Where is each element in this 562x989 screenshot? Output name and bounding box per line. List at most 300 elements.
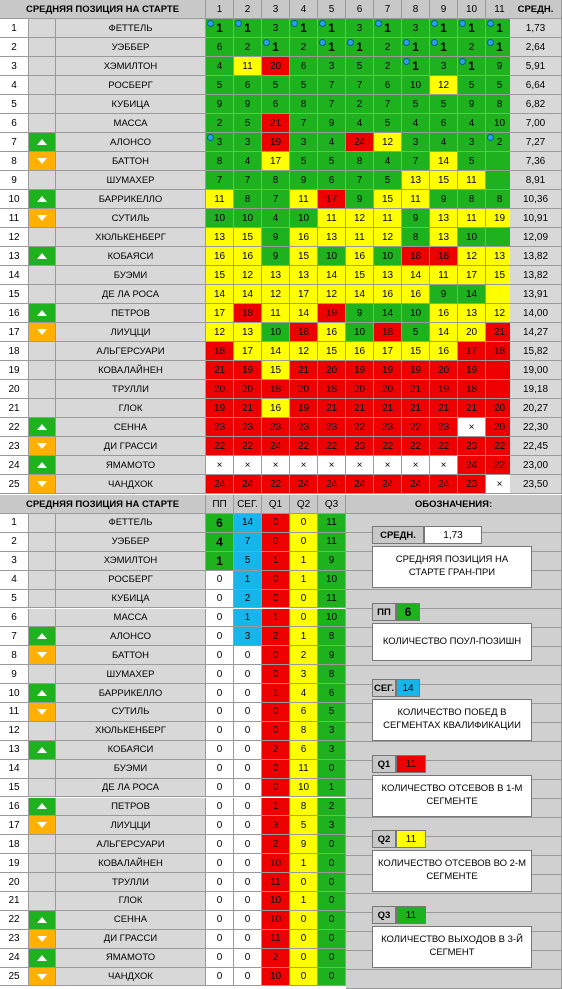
grid-cell: 20 [374, 380, 402, 399]
grid-cell: 15 [290, 247, 318, 266]
grid-cell: 5 [486, 76, 514, 95]
q3-reached: 11 [318, 590, 346, 609]
grid-cell: 22 [290, 437, 318, 456]
pole-marker-icon [403, 58, 410, 65]
legend-q2-value: 11 [396, 830, 426, 848]
row-position: 25 [0, 968, 29, 987]
avg-value: 20,27 [510, 399, 562, 418]
grid-cell: 1 [458, 57, 486, 76]
row-position: 8 [0, 152, 29, 171]
stat-header-q3: Q3 [318, 495, 346, 514]
driver-name: СЕННА [56, 911, 206, 930]
grid-cell: 11 [318, 209, 346, 228]
grid-cell: 1 [374, 19, 402, 38]
q1-exits: 0 [262, 571, 290, 590]
trend-cell [29, 304, 56, 323]
grid-cell: 13 [290, 266, 318, 285]
grid-cell: 18 [206, 342, 234, 361]
q2-exits: 6 [290, 703, 318, 722]
grid-cell: × [290, 456, 318, 475]
grid-cell: 1 [430, 19, 458, 38]
trend-cell [29, 228, 56, 247]
avg-value: 7,27 [510, 133, 562, 152]
driver-name: ХЭМИЛТОН [56, 57, 206, 76]
grid-cell: 21 [234, 399, 262, 418]
grid-cell: 17 [206, 304, 234, 323]
row-position: 7 [0, 627, 29, 646]
grid-cell: 14 [458, 285, 486, 304]
segment-wins: 0 [234, 779, 262, 798]
grid-cell: × [346, 456, 374, 475]
grid-cell: 20 [430, 361, 458, 380]
grid-cell: 5 [430, 95, 458, 114]
grid-cell: 2 [458, 38, 486, 57]
grid-cell: 4 [402, 114, 430, 133]
avg-value: 2,64 [510, 38, 562, 57]
grid-cell: 13 [458, 304, 486, 323]
driver-name: КОВАЛАЙНЕН [56, 361, 206, 380]
legend-q3-value: 11 [396, 906, 426, 924]
row-position: 1 [0, 19, 29, 38]
grid-cell: 14 [346, 285, 374, 304]
pole-count: 0 [206, 779, 234, 798]
driver-name: АЛОНСО [56, 133, 206, 152]
legend-avg-desc: СРЕДНЯЯ ПОЗИЦИЯ НА СТАРТЕ ГРАН-ПРИ [372, 546, 532, 588]
driver-name: КУБИЦА [56, 95, 206, 114]
driver-name: ДЕ ЛА РОСА [56, 285, 206, 304]
row-position: 20 [0, 873, 29, 892]
segment-wins: 0 [234, 835, 262, 854]
trend-cell [29, 266, 56, 285]
round-header-9: 9 [430, 0, 458, 19]
trend-cell [29, 835, 56, 854]
grid-cell: 23 [458, 475, 486, 494]
grid-cell: 7 [402, 152, 430, 171]
pole-marker-icon [431, 20, 438, 27]
legend-q3-desc: КОЛИЧЕСТВО ВЫХОДОВ В 3-Й СЕГМЕНТ [372, 926, 532, 968]
grid-cell: 11 [346, 228, 374, 247]
q3-reached: 0 [318, 835, 346, 854]
arrow-up-icon [37, 803, 47, 809]
grid-cell: 3 [402, 19, 430, 38]
q1-exits: 10 [262, 911, 290, 930]
driver-name: ГЛОК [56, 892, 206, 911]
grid-cell: 22 [206, 437, 234, 456]
grid-cell: 21 [486, 323, 514, 342]
grid-cell: 23 [458, 437, 486, 456]
grid-cell: 4 [346, 114, 374, 133]
legend-seg-label: СЕГ. [372, 679, 396, 697]
grid-cell: 4 [318, 133, 346, 152]
grid-cell: 11 [262, 304, 290, 323]
q2-exits: 1 [290, 627, 318, 646]
grid-cell: × [206, 456, 234, 475]
grid-cell: 24 [346, 475, 374, 494]
q2-exits: 0 [290, 609, 318, 628]
grid-cell: 10 [402, 304, 430, 323]
grid-cell: 1 [206, 19, 234, 38]
pole-marker-icon [375, 20, 382, 27]
grid-cell: 21 [206, 361, 234, 380]
segment-wins: 3 [234, 627, 262, 646]
grid-cell: 1 [318, 38, 346, 57]
q3-reached: 0 [318, 949, 346, 968]
q2-exits: 5 [290, 816, 318, 835]
grid-cell: 14 [430, 323, 458, 342]
grid-cell: 12 [458, 247, 486, 266]
grid-cell: 10 [262, 323, 290, 342]
avg-value: 1,73 [510, 19, 562, 38]
driver-name: АЛЬГЕРСУАРИ [56, 835, 206, 854]
avg-value: 14,00 [510, 304, 562, 323]
grid-cell: 2 [206, 114, 234, 133]
row-position: 9 [0, 665, 29, 684]
pole-count: 0 [206, 665, 234, 684]
grid-cell: 2 [486, 133, 514, 152]
trend-cell [29, 114, 56, 133]
avg-value: 13,82 [510, 247, 562, 266]
driver-name: ПЕТРОВ [56, 304, 206, 323]
q3-reached: 0 [318, 873, 346, 892]
driver-name: ХЮЛЬКЕНБЕРГ [56, 722, 206, 741]
pole-count: 0 [206, 854, 234, 873]
grid-cell: 6 [234, 76, 262, 95]
grid-cell: × [262, 456, 290, 475]
grid-cell: 10 [402, 76, 430, 95]
q3-reached: 2 [318, 798, 346, 817]
q2-exits: 1 [290, 892, 318, 911]
grid-cell: 22 [234, 437, 262, 456]
grid-cell: 9 [486, 57, 514, 76]
arrow-down-icon [37, 974, 47, 980]
grid-cell: 15 [206, 266, 234, 285]
pole-count: 0 [206, 892, 234, 911]
grid-cell: 23 [290, 418, 318, 437]
avg-value: 22,45 [510, 437, 562, 456]
segment-wins: 0 [234, 949, 262, 968]
arrow-up-icon [37, 424, 47, 430]
driver-name: ДЕ ЛА РОСА [56, 779, 206, 798]
grid-cell: 12 [234, 266, 262, 285]
legend-pp-label: ПП [372, 603, 396, 621]
grid-cell: 18 [458, 380, 486, 399]
segment-wins: 0 [234, 911, 262, 930]
driver-name: РОСБЕРГ [56, 76, 206, 95]
pole-count: 0 [206, 798, 234, 817]
trend-cell [29, 798, 56, 817]
row-position: 1 [0, 514, 29, 533]
grid-cell: 17 [262, 152, 290, 171]
grid-cell: 15 [346, 266, 374, 285]
segment-wins: 0 [234, 703, 262, 722]
trend-cell [29, 703, 56, 722]
grid-cell: 19 [234, 361, 262, 380]
trend-cell [29, 437, 56, 456]
pole-marker-icon [319, 20, 326, 27]
q1-exits: 0 [262, 665, 290, 684]
q1-exits: 2 [262, 741, 290, 760]
grid-cell: 6 [206, 38, 234, 57]
driver-name: УЭББЕР [56, 38, 206, 57]
grid-cell: 22 [262, 475, 290, 494]
grid-cell: 21 [430, 399, 458, 418]
round-header-1: 1 [206, 0, 234, 19]
grid-cell: 2 [290, 38, 318, 57]
grid-cell: 19 [262, 133, 290, 152]
grid-cell: 23 [262, 418, 290, 437]
q3-reached: 8 [318, 627, 346, 646]
grid-cell: 1 [486, 38, 514, 57]
pole-count: 6 [206, 514, 234, 533]
grid-cell: 19 [402, 361, 430, 380]
trend-cell [29, 95, 56, 114]
row-position: 11 [0, 209, 29, 228]
grid-cell: 12 [206, 323, 234, 342]
avg-value: 8,91 [510, 171, 562, 190]
grid-cell: 4 [234, 152, 262, 171]
grid-cell: 13 [262, 266, 290, 285]
avg-value: 12,09 [510, 228, 562, 247]
grid-cell: 9 [318, 114, 346, 133]
q3-reached: 3 [318, 722, 346, 741]
driver-name: КОВАЛАЙНЕН [56, 854, 206, 873]
grid-cell: 1 [402, 38, 430, 57]
grid-cell: 12 [290, 342, 318, 361]
grid-cell: 5 [262, 76, 290, 95]
stat-header-q2: Q2 [290, 495, 318, 514]
grid-cell: 2 [374, 57, 402, 76]
q2-exits: 8 [290, 722, 318, 741]
q1-exits: 1 [262, 798, 290, 817]
grid-cell: 1 [234, 19, 262, 38]
grid-cell: 23 [206, 418, 234, 437]
trend-cell [29, 741, 56, 760]
grid-cell: 13 [430, 209, 458, 228]
q1-exits: 1 [262, 552, 290, 571]
grid-cell: 19 [374, 361, 402, 380]
grid-cell: 10 [318, 247, 346, 266]
stat-header-seg: СЕГ. [234, 495, 262, 514]
grid-cell: 22 [430, 437, 458, 456]
q1-exits: 0 [262, 514, 290, 533]
q3-reached: 9 [318, 646, 346, 665]
grid-cell: × [486, 475, 514, 494]
grid-cell: 13 [374, 266, 402, 285]
q3-reached: 1 [318, 779, 346, 798]
pole-marker-icon [207, 20, 214, 27]
q1-exits: 0 [262, 703, 290, 722]
segment-wins: 0 [234, 722, 262, 741]
grid-cell: 5 [458, 152, 486, 171]
grid-cell: 9 [206, 95, 234, 114]
row-position: 6 [0, 114, 29, 133]
trend-cell [29, 133, 56, 152]
q3-reached: 5 [318, 703, 346, 722]
legend-pp-value: 6 [396, 603, 420, 621]
legend-avg-value: 1,73 [424, 526, 482, 544]
bottom-table-title: СРЕДНЯЯ ПОЗИЦИЯ НА СТАРТЕ [0, 495, 206, 514]
q3-reached: 3 [318, 816, 346, 835]
segment-wins: 0 [234, 798, 262, 817]
segment-wins: 14 [234, 514, 262, 533]
grid-cell: 6 [262, 95, 290, 114]
pole-marker-icon [207, 134, 214, 141]
grid-cell: 21 [346, 399, 374, 418]
trend-cell [29, 854, 56, 873]
grid-cell: 22 [402, 418, 430, 437]
pole-count: 0 [206, 873, 234, 892]
grid-cell: 24 [262, 437, 290, 456]
grid-cell: 17 [290, 285, 318, 304]
grid-cell: 15 [402, 342, 430, 361]
pole-marker-icon [263, 39, 270, 46]
arrow-up-icon [37, 633, 47, 639]
grid-cell: 16 [346, 342, 374, 361]
segment-wins: 1 [234, 609, 262, 628]
grid-cell: 4 [430, 133, 458, 152]
grid-cell: 1 [262, 38, 290, 57]
grid-cell: 11 [206, 190, 234, 209]
driver-name: БАТТОН [56, 646, 206, 665]
grid-cell: 14 [262, 342, 290, 361]
q1-exits: 3 [262, 816, 290, 835]
grid-cell: 17 [318, 190, 346, 209]
row-position: 13 [0, 741, 29, 760]
row-position: 15 [0, 285, 29, 304]
grid-cell: 9 [346, 190, 374, 209]
driver-name: ХЭМИЛТОН [56, 552, 206, 571]
driver-name: КОБАЯСИ [56, 247, 206, 266]
arrow-up-icon [37, 917, 47, 923]
grid-cell: 14 [318, 266, 346, 285]
q1-exits: 10 [262, 854, 290, 873]
grid-cell: 19 [458, 361, 486, 380]
row-position: 14 [0, 266, 29, 285]
grid-cell: 1 [346, 38, 374, 57]
grid-cell: 11 [458, 209, 486, 228]
trend-cell [29, 475, 56, 494]
q2-exits: 0 [290, 930, 318, 949]
grid-cell: 11 [430, 266, 458, 285]
trend-cell [29, 911, 56, 930]
segment-wins: 0 [234, 760, 262, 779]
driver-name: АЛЬГЕРСУАРИ [56, 342, 206, 361]
pole-marker-icon [459, 20, 466, 27]
grid-cell: 2 [374, 38, 402, 57]
driver-name: ХЮЛЬКЕНБЕРГ [56, 228, 206, 247]
q2-exits: 0 [290, 533, 318, 552]
grid-cell: 18 [374, 323, 402, 342]
grid-cell: 2 [346, 95, 374, 114]
legend-seg-desc: КОЛИЧЕСТВО ПОБЕД В СЕГМЕНТАХ КВАЛИФИКАЦИИ [372, 699, 532, 741]
avg-value: 15,82 [510, 342, 562, 361]
arrow-down-icon [37, 936, 47, 942]
arrow-down-icon [37, 329, 47, 335]
grid-cell: 13 [206, 228, 234, 247]
grid-cell: 23 [346, 437, 374, 456]
trend-cell [29, 190, 56, 209]
driver-name: ДИ ГРАССИ [56, 930, 206, 949]
grid-cell: 12 [318, 285, 346, 304]
driver-name: ШУМАХЕР [56, 171, 206, 190]
trend-cell [29, 627, 56, 646]
round-header-4: 4 [290, 0, 318, 19]
round-header-8: 8 [402, 0, 430, 19]
avg-value: 13,82 [510, 266, 562, 285]
row-position: 16 [0, 798, 29, 817]
grid-cell: 19 [486, 209, 514, 228]
grid-cell: 14 [234, 285, 262, 304]
avg-value: 10,36 [510, 190, 562, 209]
grid-cell: 10 [346, 323, 374, 342]
arrow-up-icon [37, 462, 47, 468]
grid-cell: 4 [262, 209, 290, 228]
grid-cell: 1 [486, 19, 514, 38]
grid-cell: 18 [430, 247, 458, 266]
grid-cell: 12 [486, 304, 514, 323]
pole-marker-icon [403, 39, 410, 46]
row-position: 24 [0, 456, 29, 475]
q3-reached: 3 [318, 741, 346, 760]
grid-cell: 4 [374, 152, 402, 171]
trend-cell [29, 361, 56, 380]
grid-cell: 16 [234, 247, 262, 266]
grid-cell: 8 [486, 190, 514, 209]
grid-cell: 23 [234, 418, 262, 437]
q3-reached: 8 [318, 665, 346, 684]
q1-exits: 0 [262, 646, 290, 665]
row-position: 10 [0, 190, 29, 209]
arrow-up-icon [37, 253, 47, 259]
driver-name: УЭББЕР [56, 533, 206, 552]
row-position: 16 [0, 304, 29, 323]
grid-cell: 17 [234, 342, 262, 361]
driver-name: СУТИЛЬ [56, 209, 206, 228]
pole-count: 0 [206, 835, 234, 854]
grid-cell: 12 [430, 76, 458, 95]
grid-cell: 15 [486, 266, 514, 285]
trend-cell [29, 684, 56, 703]
segment-wins: 0 [234, 684, 262, 703]
trend-cell [29, 779, 56, 798]
row-position: 6 [0, 609, 29, 628]
pole-count: 0 [206, 930, 234, 949]
row-position: 2 [0, 38, 29, 57]
grid-cell: 17 [374, 342, 402, 361]
trend-cell [29, 873, 56, 892]
pole-marker-icon [487, 20, 494, 27]
trend-cell [29, 533, 56, 552]
driver-name: СУТИЛЬ [56, 703, 206, 722]
row-position: 21 [0, 399, 29, 418]
q2-exits: 1 [290, 571, 318, 590]
q2-exits: 8 [290, 798, 318, 817]
pole-count: 0 [206, 571, 234, 590]
q2-exits: 1 [290, 552, 318, 571]
grid-cell: 24 [374, 475, 402, 494]
grid-cell: 12 [374, 228, 402, 247]
q1-exits: 2 [262, 949, 290, 968]
pole-count: 0 [206, 609, 234, 628]
row-position: 10 [0, 684, 29, 703]
driver-name: МАССА [56, 114, 206, 133]
grid-cell: 14 [206, 285, 234, 304]
q3-reached: 10 [318, 609, 346, 628]
grid-cell: × [374, 456, 402, 475]
pole-count: 0 [206, 911, 234, 930]
grid-cell: 3 [430, 57, 458, 76]
grid-cell: 9 [262, 228, 290, 247]
